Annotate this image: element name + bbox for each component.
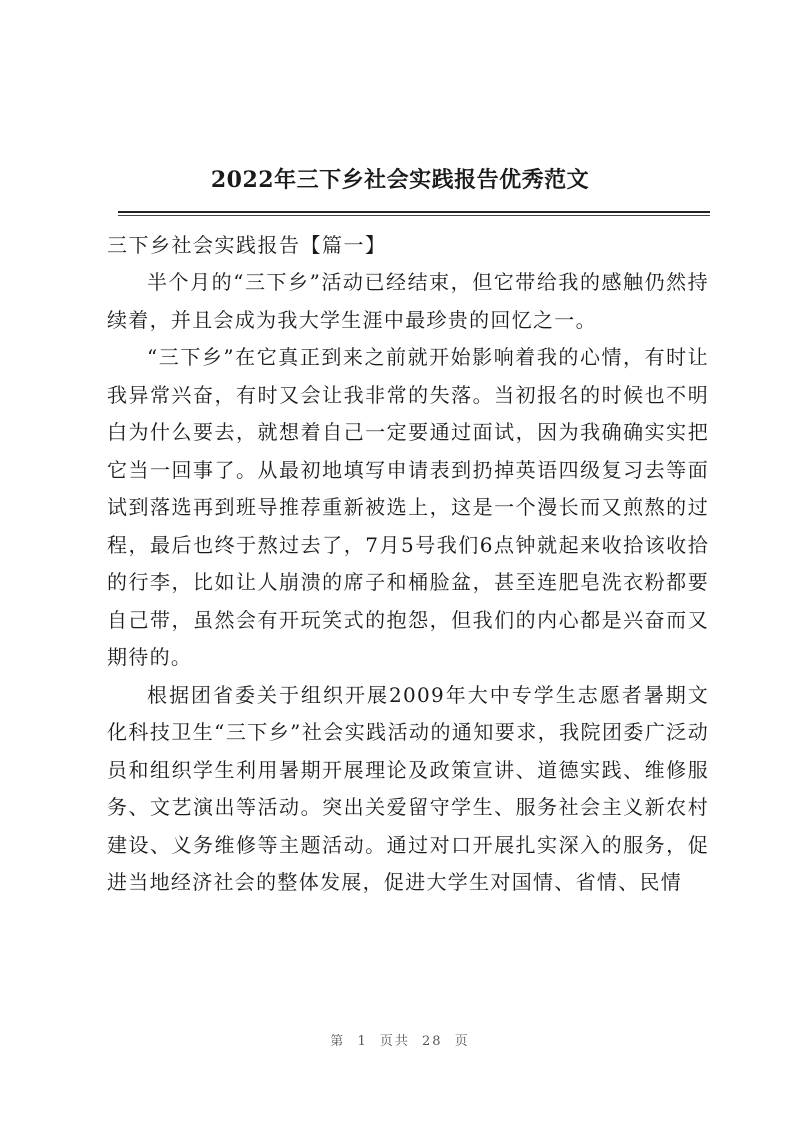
document-title: 2022年三下乡社会实践报告优秀范文: [210, 167, 590, 193]
footer-middle: 页共: [379, 1034, 410, 1049]
footer-prefix: 第: [330, 1034, 346, 1049]
title-divider-thin: [118, 215, 710, 216]
paragraph-2: “三下乡”在它真正到来之前就开始影响着我的心情，有时让我异常兴奋，有时又会让我非常的失落。当初报名的时候也不明白为什么要去，就想着自己一定要通过面试，因为我确确实实把它当一回事了。从最初地填写申请表到扔掉英语四级复习去等面试到落选再到班导推荐重新被选上，这是一个漫长而又煎熬的过程，最后也终于熬过去了，7月5号我们6点钟就起来收拾该收拾的行李，比如让人崩溃的席子和桶脸盆，甚至连肥皂洗衣粉都要自己带，虽然会有开玩笑式的抱怨，但我们的内心都是兴奋而又期待的。: [107, 345, 709, 669]
title-divider-thick: [118, 211, 710, 213]
document-body: [107, 226, 709, 902]
paragraph-3: 根据团省委关于组织开展2009年大中专学生志愿者暑期文化科技卫生“三下乡”社会实践活动的通知要求，我院团委广泛动员和组织学生利用暑期开展理论及政策宣讲、道德实践、维修服务、文艺演出等活动。突出关爱留守学生、服务社会主义新农村建设、义务维修等主题活动。通过对口开展扎实深入的服务，促进当地经济社会的整体发展，促进大学生对国情、省情、民情: [107, 682, 709, 894]
section-heading: 三下乡社会实践报告【篇一】: [107, 233, 387, 257]
page-footer: [0, 1030, 800, 1049]
footer-total-pages: 28: [422, 1034, 443, 1049]
footer-page-number: 1: [357, 1034, 368, 1049]
paragraph-1: 半个月的“三下乡”活动已经结束，但它带给我的感触仍然持续着，并且会成为我大学生涯中最珍贵的回忆之一。: [107, 270, 709, 332]
footer-suffix: 页: [454, 1034, 470, 1049]
